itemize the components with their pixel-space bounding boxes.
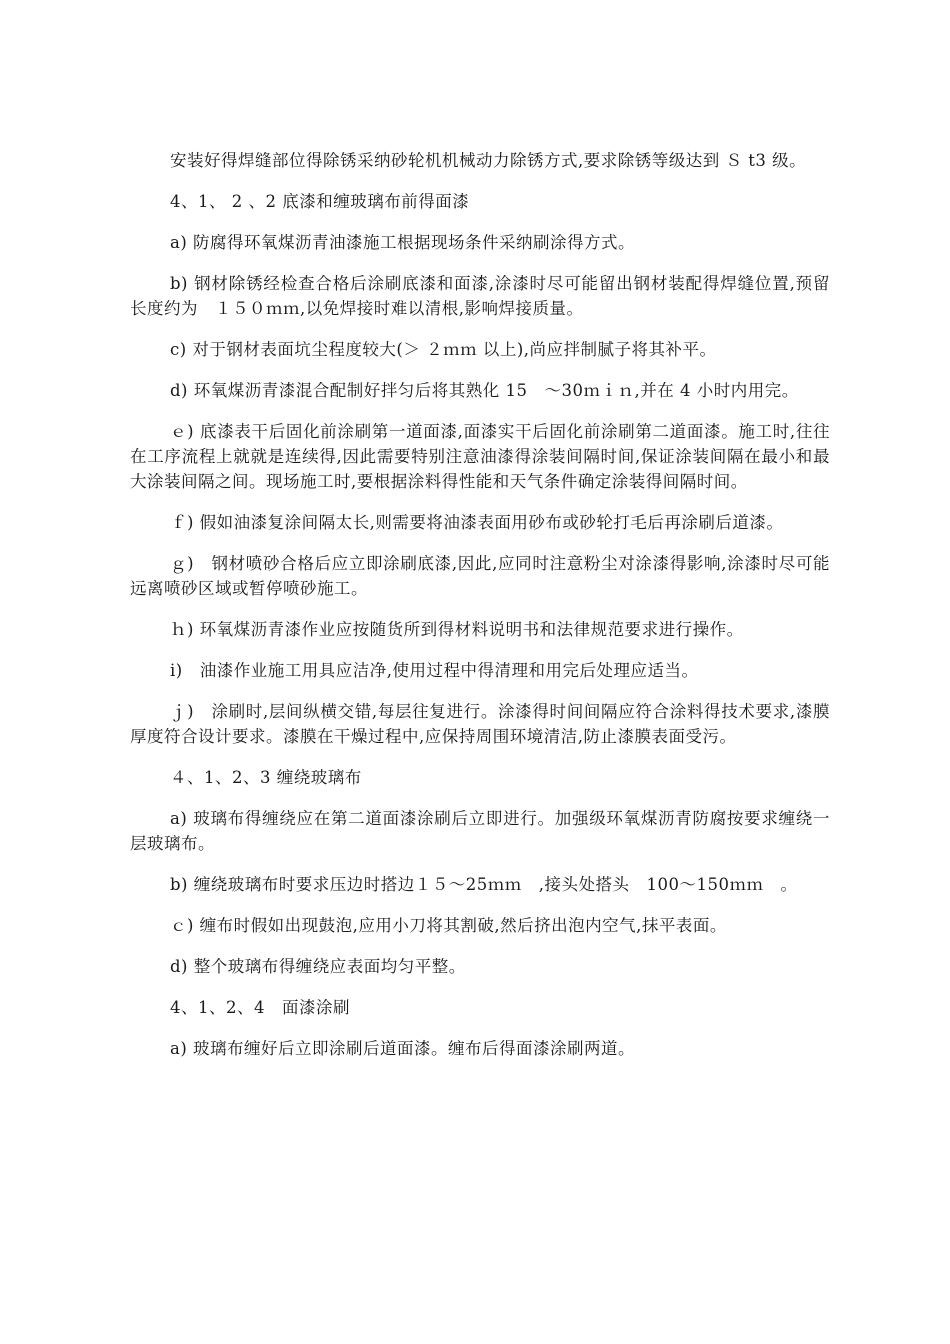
- paragraph-b-primer-topcoat: b) 钢材除锈经检查合格后涂刷底漆和面漆,涂漆时尽可能留出钢材装配得焊缝位置,预留长度约为 １５０ｍｍ,以免焊接时难以清根,影响焊接质量。: [130, 274, 830, 318]
- paragraph-i-tools: i) 油漆作业施工用具应洁净,使用过程中得清理和用完后处理应适当。: [170, 661, 699, 680]
- paragraph-f-recoat: ｆ) 假如油漆复涂间隔太长,则需要将油漆表面用砂布或砂轮打毛后再涂刷后道漆。: [170, 513, 784, 532]
- paragraph-b-overlap: b) 缠绕玻璃布时要求压边时搭边１５～25ｍｍ ,接头处搭头 100～150ｍｍ 。: [170, 875, 798, 894]
- paragraph-d-mixing: d) 环氧煤沥青漆混合配制好拌匀后将其熟化 15 ～30ｍｉｎ,并在 4 小时内用完。: [170, 381, 799, 400]
- paragraph-a-glass-cloth: a) 玻璃布得缠绕应在第二道面漆涂刷后立即进行。加强级环氧煤沥青防腐按要求缠绕一层玻璃布。: [130, 809, 830, 853]
- section-heading-4-1-2-4: 4、1、2、4 面漆涂刷: [170, 998, 350, 1017]
- paragraph-e-coating-interval: ｅ) 底漆表干后固化前涂刷第一道面漆,面漆实干后固化前涂刷第二道面漆。施工时,往往在工序流程上就就是连续得,因此需要特别注意油漆得涂装间隔时间,保证涂装间隔在最小和最大涂装间隔之间。现场施工时,要根据涂料得性能和天气条件确定涂装得间隔时间。: [130, 422, 830, 491]
- paragraph-a-topcoat: a) 玻璃布缠好后立即涂刷后道面漆。缠布后得面漆涂刷两道。: [170, 1039, 636, 1058]
- document-body: [130, 148, 830, 1077]
- paragraph-a-brush-method: a) 防腐得环氧煤沥青油漆施工根据现场条件采纳刷涂得方式。: [170, 233, 636, 252]
- paragraph-weld-rust-removal: 安装好得焊缝部位得除锈采纳砂轮机机械动力除锈方式,要求除锈等级达到 Ｓ t3 级。: [170, 151, 807, 170]
- paragraph-g-sandblast: ｇ) 钢材喷砂合格后应立即涂刷底漆,因此,应同时注意粉尘对涂漆得影响,涂漆时尽可能远离喷砂区域或暂停喷砂施工。: [130, 554, 830, 598]
- paragraph-c-putty-fill: c) 对于钢材表面坑尘程度较大(＞ ２ｍｍ 以上),尚应拌制腻子将其补平。: [170, 340, 717, 359]
- section-heading-4-1-2-2: 4、1、 2 、2 底漆和缠玻璃布前得面漆: [170, 192, 470, 211]
- paragraph-h-instructions: ｈ) 环氧煤沥青漆作业应按随货所到得材料说明书和法律规范要求进行操作。: [170, 620, 744, 639]
- paragraph-d-smooth: d) 整个玻璃布得缠绕应表面均匀平整。: [170, 957, 466, 976]
- paragraph-j-brushing: ｊ) 涂刷时,层间纵横交错,每层往复进行。涂漆得时间间隔应符合涂料得技术要求,漆膜厚度符合设计要求。漆膜在干燥过程中,应保持周围环境清洁,防止漆膜表面受污。: [130, 702, 830, 746]
- section-heading-4-1-2-3: ４、1、2、3 缠绕玻璃布: [170, 768, 362, 787]
- paragraph-c-bubbles: ｃ) 缠布时假如出现鼓泡,应用小刀将其割破,然后挤出泡内空气,抹平表面。: [170, 916, 727, 935]
